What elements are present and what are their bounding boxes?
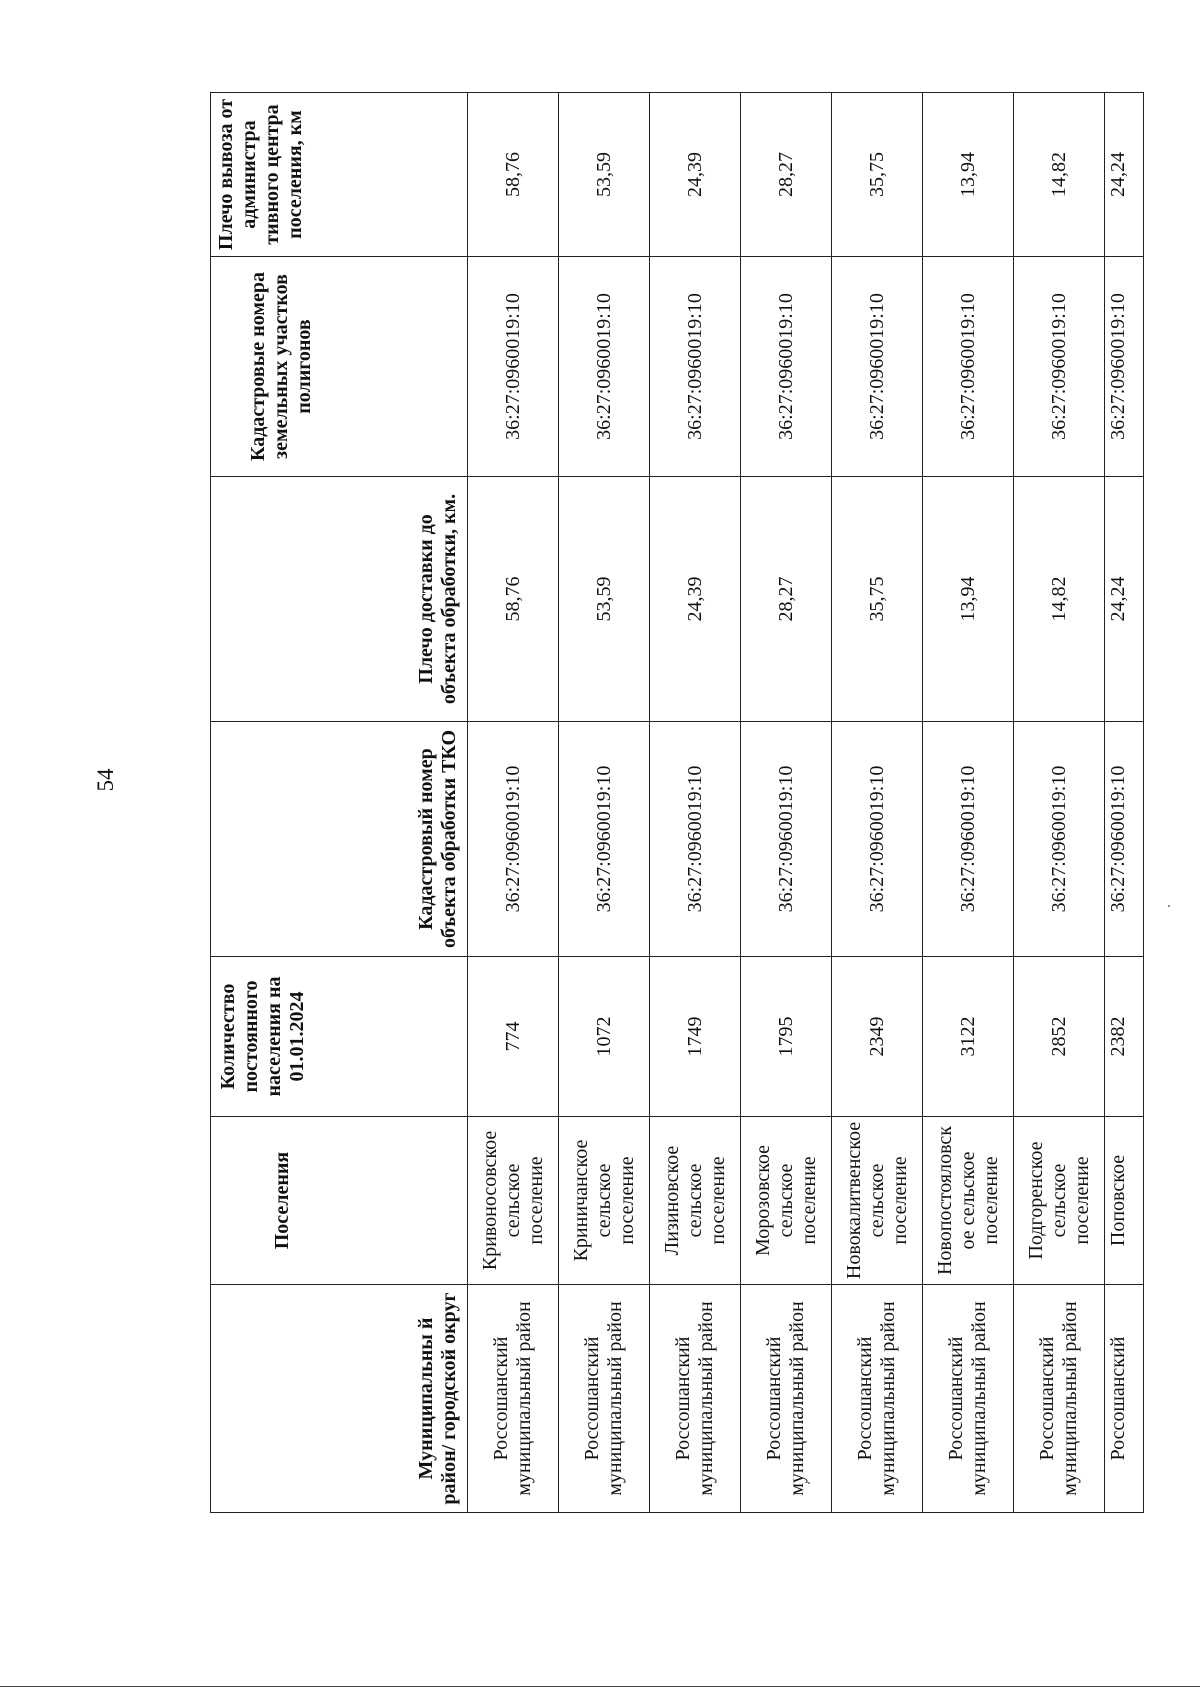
cell-delivery-distance: 53,59 (559, 477, 650, 722)
cell-export-distance: 53,59 (559, 93, 650, 257)
cell-cadastral-plots: 36:27:0960019:10 (468, 257, 559, 477)
cell-cadastral-plots: 36:27:0960019:10 (923, 257, 1014, 477)
cell-export-distance: 24,24 (1105, 93, 1144, 257)
cell-delivery-distance: 24,39 (650, 477, 741, 722)
cell-delivery-distance: 35,75 (832, 477, 923, 722)
cell-cadastral-object: 36:27:0960019:10 (1105, 722, 1144, 957)
cell-population: 2349 (832, 957, 923, 1117)
cell-settlement: Морозовское сельское поселение (741, 1117, 832, 1285)
cell-cadastral-object: 36:27:0960019:10 (650, 722, 741, 957)
table-row (559, 93, 650, 1513)
cell-population: 2382 (1105, 957, 1144, 1117)
cell-settlement: Новопостояловск ое сельское поселение (923, 1117, 1014, 1285)
cell-cadastral-object: 36:27:0960019:10 (468, 722, 559, 957)
cell-cadastral-plots: 36:27:0960019:10 (650, 257, 741, 477)
cell-cadastral-object: 36:27:0960019:10 (832, 722, 923, 957)
cell-export-distance: 14,82 (1014, 93, 1105, 257)
cell-settlement: Криничанское сельское поселение (559, 1117, 650, 1285)
cell-population: 1072 (559, 957, 650, 1117)
cell-cadastral-plots: 36:27:0960019:10 (559, 257, 650, 477)
cell-district: Россошанский муниципальный район (832, 1285, 923, 1513)
cell-delivery-distance: 14,82 (1014, 477, 1105, 722)
cell-export-distance: 24,39 (650, 93, 741, 257)
header-export-distance: Плечо вывоза от администра тивного центра поселения, км (211, 93, 468, 257)
cell-district: Россошанский муниципальный район (468, 1285, 559, 1513)
bottom-rule (0, 1686, 1200, 1687)
cell-cadastral-object: 36:27:0960019:10 (741, 722, 832, 957)
scan-speck (1168, 905, 1170, 907)
cell-export-distance: 28,27 (741, 93, 832, 257)
table-header-row (211, 93, 468, 1513)
table-row (468, 93, 559, 1513)
cell-settlement: Кривоносовское сельское поселение (468, 1117, 559, 1285)
cell-cadastral-plots: 36:27:0960019:10 (1014, 257, 1105, 477)
cell-cadastral-plots: 36:27:0960019:10 (832, 257, 923, 477)
cell-delivery-distance: 28,27 (741, 477, 832, 722)
header-cadastral-landfill-plots: Кадастровые номера земельных участков полигонов (211, 257, 468, 477)
header-cadastral-processing-object: Кадастровый номер объекта обработки ТКО (211, 722, 468, 957)
table-row (832, 93, 923, 1513)
cell-export-distance: 58,76 (468, 93, 559, 257)
cell-settlement: Лизиновское сельское поселение (650, 1117, 741, 1285)
cell-cadastral-plots: 36:27:0960019:10 (741, 257, 832, 477)
header-population: Количество постоянного населения на 01.01.2024 (211, 957, 468, 1117)
table-container (210, 93, 1129, 1513)
cell-settlement: Новокалитвенское сельское поселение (832, 1117, 923, 1285)
cell-district: Россошанский (1105, 1285, 1144, 1513)
cell-district: Россошанский муниципальный район (650, 1285, 741, 1513)
page-number: 54 (93, 768, 118, 792)
cell-export-distance: 35,75 (832, 93, 923, 257)
cell-cadastral-plots: 36:27:0960019:10 (1105, 257, 1144, 477)
cell-settlement: Подгоренское сельское поселение (1014, 1117, 1105, 1285)
cell-district: Россошанский муниципальный район (923, 1285, 1014, 1513)
cell-export-distance: 13,94 (923, 93, 1014, 257)
table-row (741, 93, 832, 1513)
table-row (1105, 93, 1144, 1513)
cell-delivery-distance: 24,24 (1105, 477, 1144, 722)
table-row (923, 93, 1014, 1513)
cell-cadastral-object: 36:27:0960019:10 (1014, 722, 1105, 957)
data-table (210, 92, 1144, 1513)
cell-population: 2852 (1014, 957, 1105, 1117)
cell-population: 1749 (650, 957, 741, 1117)
rotated-table (210, 93, 1129, 1513)
cell-district: Россошанский муниципальный район (559, 1285, 650, 1513)
cell-delivery-distance: 13,94 (923, 477, 1014, 722)
table-row (1014, 93, 1105, 1513)
cell-district: Россошанский муниципальный район (741, 1285, 832, 1513)
table-row (650, 93, 741, 1513)
cell-population: 3122 (923, 957, 1014, 1117)
cell-settlement: Поповское (1105, 1117, 1144, 1285)
cell-cadastral-object: 36:27:0960019:10 (559, 722, 650, 957)
cell-delivery-distance: 58,76 (468, 477, 559, 722)
header-delivery-distance: Плечо доставки до объекта обработки, км. (211, 477, 468, 722)
cell-population: 1795 (741, 957, 832, 1117)
header-municipal-district: Муниципальны й район/ городской округ (211, 1285, 468, 1513)
cell-population: 774 (468, 957, 559, 1117)
cell-district: Россошанский муниципальный район (1014, 1285, 1105, 1513)
cell-cadastral-object: 36:27:0960019:10 (923, 722, 1014, 957)
header-settlements: Поселения (211, 1117, 468, 1285)
